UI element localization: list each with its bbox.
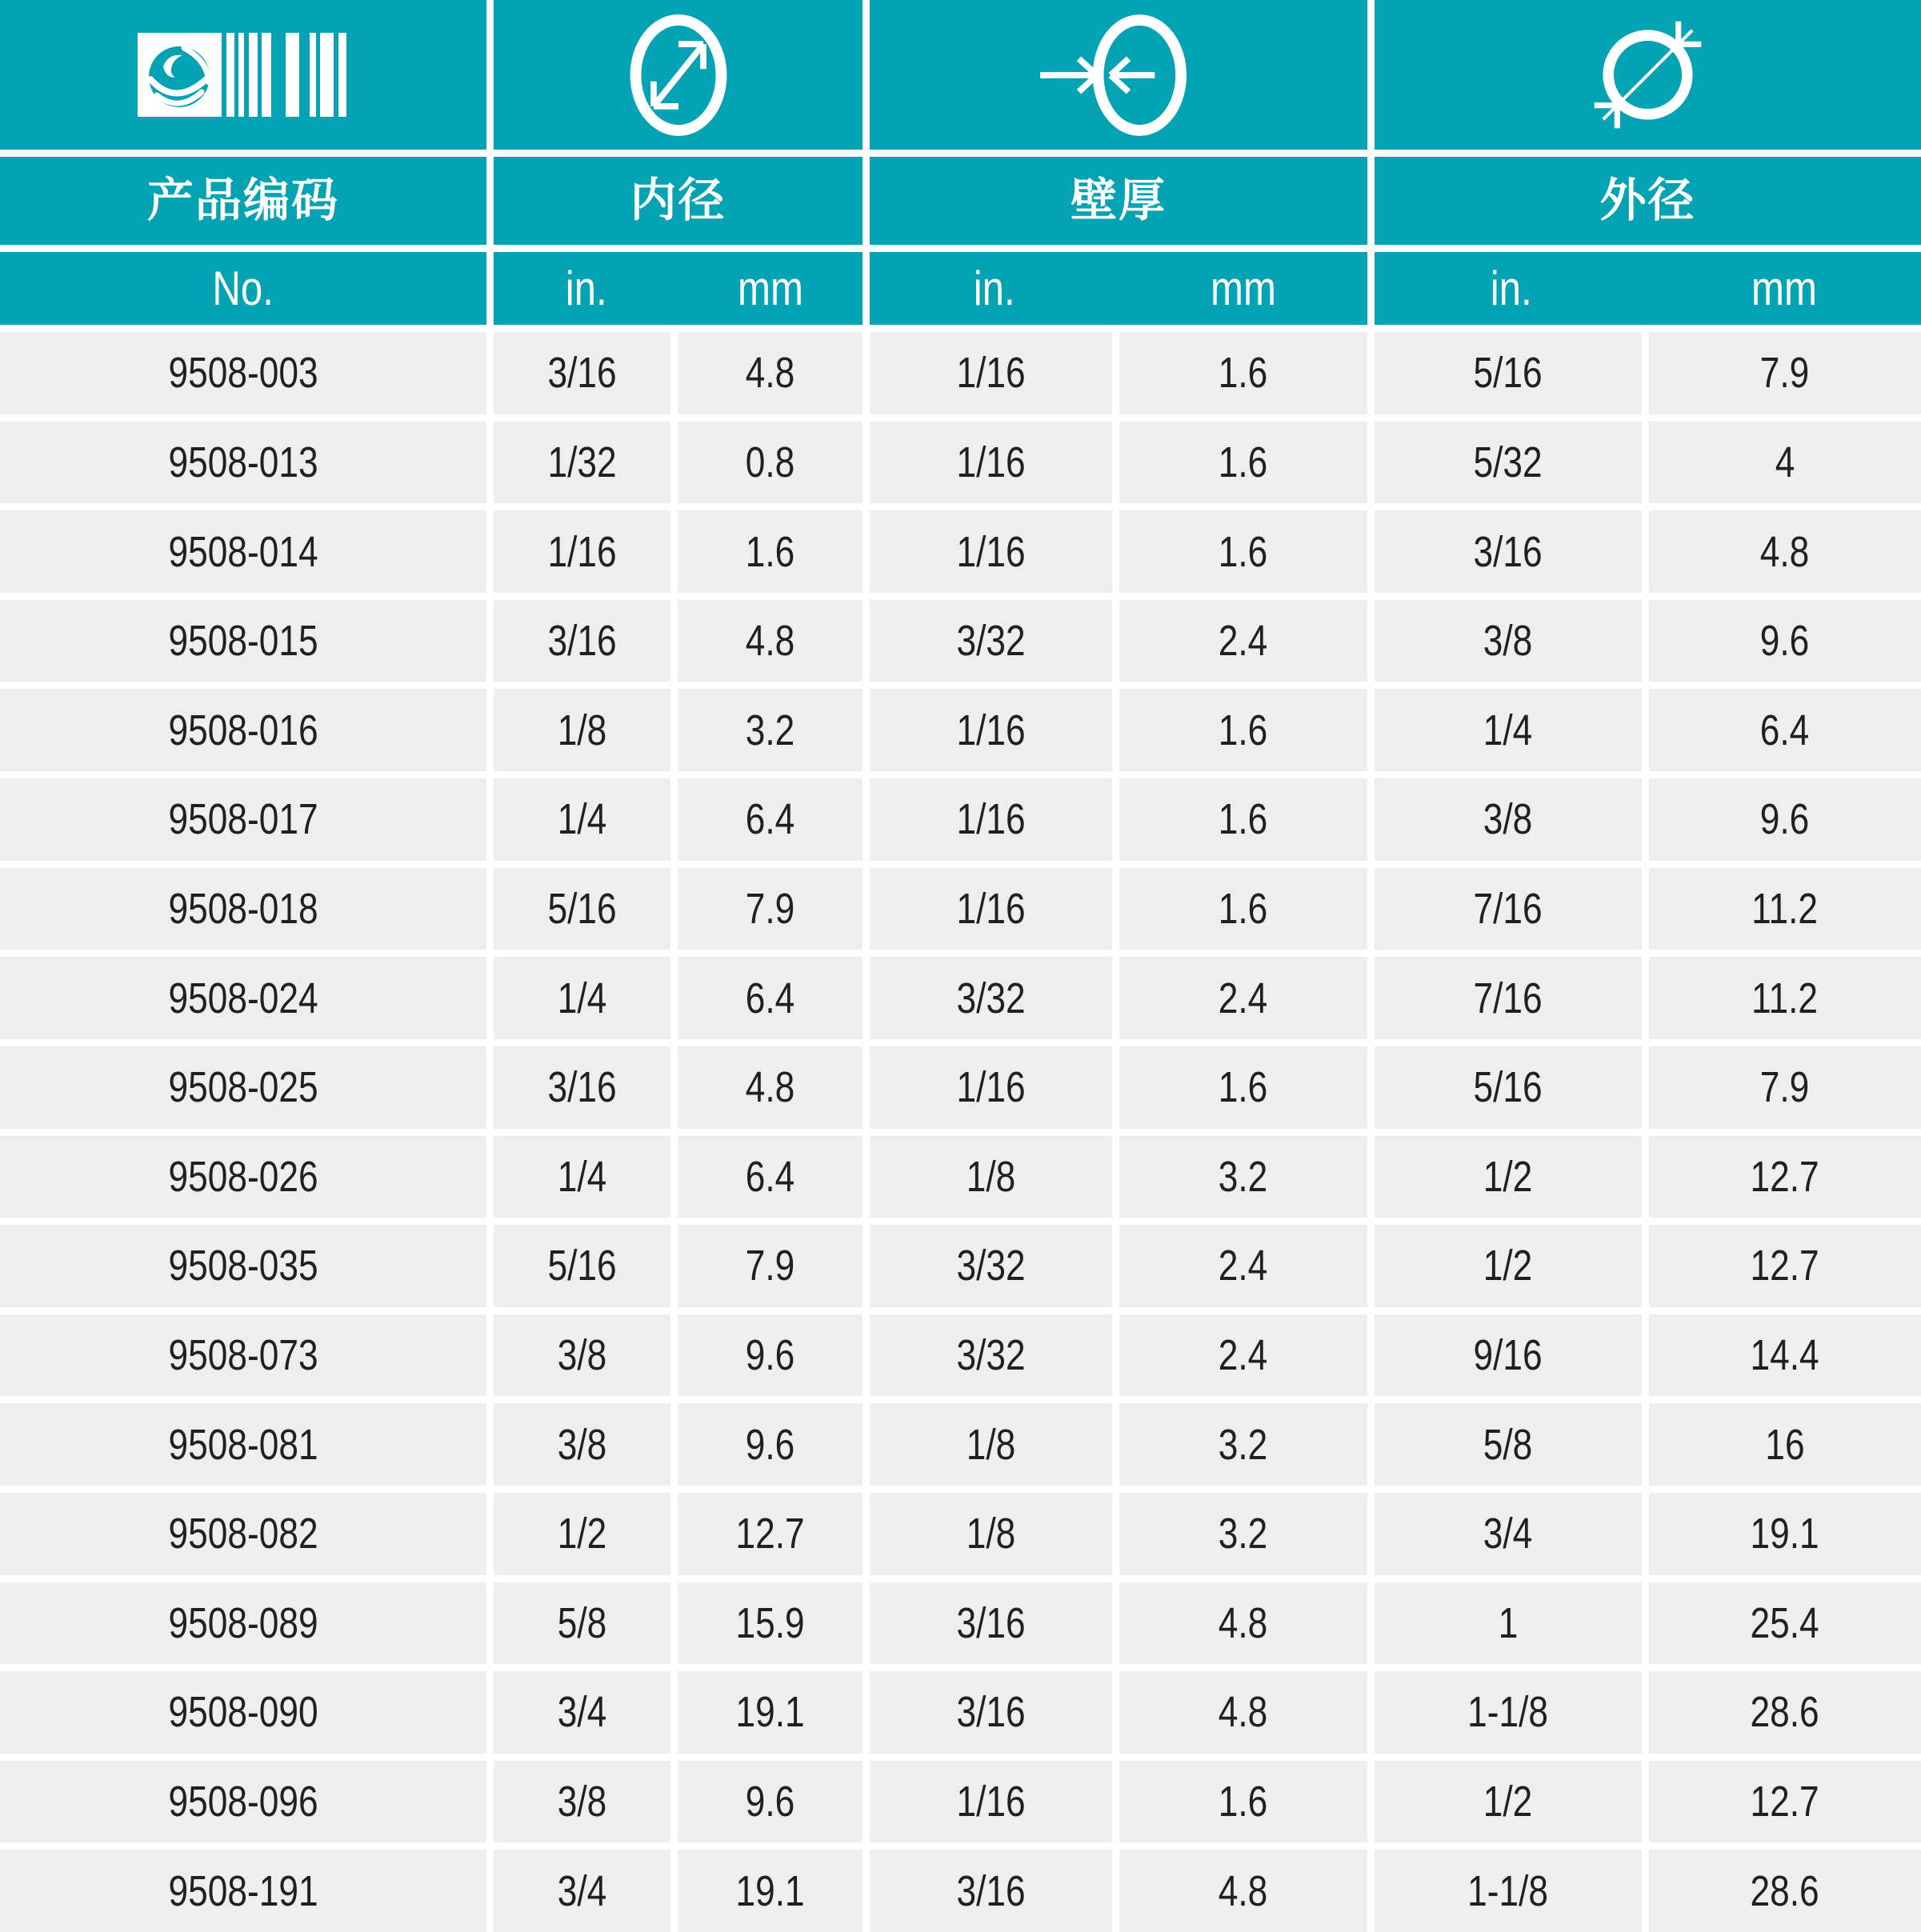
cell-text: 9.6	[1760, 617, 1810, 666]
cell-text: 12.7	[1750, 1242, 1820, 1290]
cell-text: 4.8	[745, 349, 795, 398]
cell-text: 1.6	[1219, 527, 1268, 576]
value-cell	[1119, 1582, 1367, 1665]
value-cell	[494, 1761, 670, 1843]
cell-text: 3/4	[557, 1688, 607, 1737]
cell-text: 12.7	[1750, 1778, 1820, 1826]
cell-text: 5/16	[1473, 349, 1543, 398]
value-cell	[1649, 510, 1921, 593]
product-code-cell	[0, 1761, 486, 1843]
cell-text: 6.4	[1760, 706, 1810, 754]
product-code-cell	[0, 1671, 486, 1754]
value-cell	[870, 1225, 1112, 1307]
outer-diameter-icon-cell	[1375, 0, 1921, 150]
cell-text: 3/4	[1483, 1510, 1533, 1558]
cell-text: 1	[1498, 1598, 1519, 1647]
value-cell	[1119, 1493, 1367, 1575]
value-cell	[1375, 1136, 1642, 1218]
product-code-cell	[0, 689, 486, 771]
wall-thickness-icon-cell	[870, 0, 1367, 150]
cell-text: 3/32	[956, 1242, 1026, 1290]
value-cell	[1375, 868, 1642, 950]
value-cell	[1375, 510, 1642, 593]
cell-text: 4.8	[745, 617, 795, 666]
value-cell	[494, 332, 670, 414]
value-cell	[494, 600, 670, 682]
wall-thickness-icon	[1036, 10, 1202, 141]
value-cell	[1649, 1046, 1921, 1129]
value-cell	[1649, 1314, 1921, 1397]
value-cell	[494, 957, 670, 1039]
value-cell	[870, 868, 1112, 950]
value-cell	[1119, 778, 1367, 861]
cell-text: 1.6	[1219, 884, 1268, 933]
value-cell	[870, 422, 1112, 504]
cell-text: 11.2	[1751, 974, 1819, 1022]
value-cell	[494, 868, 670, 950]
cell-text: 3/32	[956, 974, 1026, 1022]
outer-diameter-units	[1375, 252, 1921, 325]
cell-text: 3/8	[1483, 795, 1533, 844]
cell-text: 4.8	[1760, 527, 1810, 576]
value-cell	[678, 1761, 862, 1843]
cell-text: 3/16	[547, 617, 617, 666]
value-cell	[1649, 868, 1921, 950]
cell-text: 9508-081	[168, 1420, 318, 1469]
value-cell	[678, 957, 862, 1039]
cell-text: 4.8	[1219, 1598, 1268, 1647]
cell-text: 9.6	[745, 1331, 795, 1380]
cell-text: 9/16	[1473, 1331, 1543, 1380]
cell-text: 9508-015	[168, 617, 318, 666]
value-cell	[870, 778, 1112, 861]
value-cell	[678, 1314, 862, 1397]
value-cell	[494, 422, 670, 504]
value-cell	[494, 1671, 670, 1754]
cell-text: 3/16	[956, 1866, 1026, 1915]
value-cell	[1375, 1403, 1642, 1486]
cell-text: 9508-191	[168, 1866, 318, 1915]
cell-text: 1.6	[1219, 349, 1268, 398]
cell-text: 3.2	[1219, 1510, 1268, 1558]
unit-mm-label: mm	[737, 261, 803, 315]
value-cell	[1119, 868, 1367, 950]
cell-text: 3/8	[1483, 617, 1533, 666]
value-cell	[678, 422, 862, 504]
cell-text: 1/16	[956, 1778, 1026, 1826]
cell-text: 3/8	[557, 1778, 607, 1826]
cell-text: 9508-013	[168, 438, 318, 486]
value-cell	[678, 1582, 862, 1665]
outer-diameter-label: 外径	[1599, 174, 1696, 226]
value-cell	[1649, 689, 1921, 771]
inner-diameter-label: 内径	[630, 174, 726, 226]
value-cell	[870, 1314, 1112, 1397]
value-cell	[1375, 1671, 1642, 1754]
wall-thickness-units	[870, 252, 1367, 325]
unit-mm-label: mm	[1751, 261, 1818, 315]
value-cell	[870, 1046, 1112, 1129]
inner-diameter-header	[494, 157, 862, 245]
unit-mm-label: mm	[1210, 261, 1276, 315]
cell-text: 3.2	[745, 706, 795, 754]
cell-text: 9508-017	[168, 795, 318, 844]
product-code-cell	[0, 1493, 486, 1575]
value-cell	[1649, 957, 1921, 1039]
value-cell	[1119, 1403, 1367, 1486]
product-code-cell	[0, 1314, 486, 1397]
cell-text: 5/32	[1473, 438, 1543, 486]
value-cell	[494, 1046, 670, 1129]
cell-text: 1/16	[956, 349, 1026, 398]
cell-text: 1/4	[1483, 706, 1533, 754]
cell-text: 3.2	[1219, 1152, 1268, 1201]
cell-text: 3/8	[557, 1420, 607, 1469]
cell-text: 1.6	[1219, 706, 1268, 754]
wall-thickness-label: 壁厚	[1070, 174, 1167, 226]
value-cell	[1375, 689, 1642, 771]
value-cell	[1649, 1493, 1921, 1575]
cell-text: 11.2	[1751, 884, 1819, 933]
cell-text: 3/16	[547, 1063, 617, 1112]
cell-text: 12.7	[1750, 1152, 1820, 1201]
cell-text: 3/16	[547, 349, 617, 398]
cell-text: 1/16	[956, 884, 1026, 933]
cell-text: 5/16	[547, 1242, 617, 1290]
value-cell	[1119, 1850, 1367, 1932]
unit-in-label: in.	[565, 261, 607, 315]
cell-text: 3/32	[956, 617, 1026, 666]
value-cell	[870, 1582, 1112, 1665]
cell-text: 1/2	[1483, 1242, 1533, 1290]
value-cell	[1649, 1582, 1921, 1665]
cell-text: 9508-024	[168, 974, 318, 1022]
cell-text: 1.6	[745, 527, 795, 576]
cell-text: 2.4	[1219, 617, 1268, 666]
value-cell	[678, 510, 862, 593]
cell-text: 3/8	[557, 1331, 607, 1380]
cell-text: 5/16	[1473, 1063, 1543, 1112]
product-code-header	[0, 157, 486, 245]
value-cell	[1375, 1314, 1642, 1397]
cell-text: 12.7	[735, 1510, 805, 1558]
product-code-cell	[0, 1403, 486, 1486]
cell-text: 1/8	[966, 1420, 1016, 1469]
value-cell	[678, 1225, 862, 1307]
cell-text: 9508-026	[168, 1152, 318, 1201]
cell-text: 16	[1765, 1420, 1805, 1469]
value-cell	[1649, 1403, 1921, 1486]
value-cell	[678, 332, 862, 414]
cell-text: 28.6	[1750, 1866, 1820, 1915]
value-cell	[1375, 1493, 1642, 1575]
value-cell	[1119, 689, 1367, 771]
value-cell	[1649, 332, 1921, 414]
value-cell	[870, 1761, 1112, 1843]
cell-text: 7/16	[1473, 974, 1543, 1022]
value-cell	[678, 778, 862, 861]
value-cell	[678, 868, 862, 950]
value-cell	[1119, 422, 1367, 504]
cell-text: 7.9	[1760, 349, 1810, 398]
cell-text: 6.4	[745, 974, 795, 1022]
value-cell	[678, 1136, 862, 1218]
cell-text: 1/16	[956, 706, 1026, 754]
cell-text: 14.4	[1750, 1331, 1820, 1380]
product-code-cell	[0, 332, 486, 414]
value-cell	[870, 957, 1112, 1039]
value-cell	[1375, 332, 1642, 414]
cell-text: 9508-014	[168, 527, 318, 576]
value-cell	[1119, 1314, 1367, 1397]
logo-cell	[0, 0, 486, 150]
cell-text: 3/16	[956, 1598, 1026, 1647]
cell-text: 1/16	[547, 527, 617, 576]
value-cell	[678, 1671, 862, 1754]
value-cell	[494, 1403, 670, 1486]
inner-diameter-icon-cell	[494, 0, 862, 150]
cell-text: 6.4	[745, 795, 795, 844]
cell-text: 1/2	[557, 1510, 607, 1558]
value-cell	[494, 1493, 670, 1575]
cell-text: 1/4	[557, 974, 607, 1022]
value-cell	[678, 1403, 862, 1486]
inner-diameter-units	[494, 252, 862, 325]
value-cell	[678, 1850, 862, 1932]
swirl-globe-barcode-logo	[138, 33, 350, 118]
cell-text: 4.8	[1219, 1866, 1268, 1915]
cell-text: 28.6	[1750, 1688, 1820, 1737]
cell-text: 5/8	[1483, 1420, 1533, 1469]
outer-diameter-header	[1375, 157, 1921, 245]
value-cell	[1649, 422, 1921, 504]
product-code-cell	[0, 1850, 486, 1932]
value-cell	[494, 1850, 670, 1932]
value-cell	[1375, 1582, 1642, 1665]
cell-text: 9508-073	[168, 1331, 318, 1380]
cell-text: 7/16	[1473, 884, 1543, 933]
cell-text: 25.4	[1750, 1598, 1820, 1647]
product-code-cell	[0, 1225, 486, 1307]
value-cell	[1119, 510, 1367, 593]
cell-text: 0.8	[745, 438, 795, 486]
cell-text: 2.4	[1219, 974, 1268, 1022]
product-code-cell	[0, 957, 486, 1039]
value-cell	[1375, 600, 1642, 682]
cell-text: 1/8	[966, 1152, 1016, 1201]
unit-in-label: in.	[973, 261, 1015, 315]
cell-text: 1/16	[956, 527, 1026, 576]
cell-text: 7.9	[1760, 1063, 1810, 1112]
cell-text: 9.6	[745, 1778, 795, 1826]
cell-text: 9508-096	[168, 1778, 318, 1826]
cell-text: 3/16	[956, 1688, 1026, 1737]
cell-text: 1/4	[557, 1152, 607, 1201]
value-cell	[494, 689, 670, 771]
cell-text: 1.6	[1219, 1063, 1268, 1112]
cell-text: 2.4	[1219, 1242, 1268, 1290]
value-cell	[494, 510, 670, 593]
value-cell	[1119, 332, 1367, 414]
value-cell	[1119, 957, 1367, 1039]
value-cell	[1375, 422, 1642, 504]
cell-text: 2.4	[1219, 1331, 1268, 1380]
cell-text: 1.6	[1219, 1778, 1268, 1826]
cell-text: 9508-025	[168, 1063, 318, 1112]
value-cell	[1375, 1761, 1642, 1843]
cell-text: 1/4	[557, 795, 607, 844]
value-cell	[870, 689, 1112, 771]
cell-text: 1/8	[966, 1510, 1016, 1558]
no-label: No.	[212, 261, 274, 315]
cell-text: 7.9	[745, 884, 795, 933]
cell-text: 9508-003	[168, 349, 318, 398]
product-code-label: 产品编码	[146, 174, 339, 226]
value-cell	[1375, 1225, 1642, 1307]
cell-text: 1.6	[1219, 795, 1268, 844]
value-cell	[494, 1582, 670, 1665]
cell-text: 5/8	[557, 1598, 607, 1647]
product-code-cell	[0, 510, 486, 593]
cell-text: 1/16	[956, 1063, 1026, 1112]
value-cell	[1119, 1046, 1367, 1129]
value-cell	[1375, 778, 1642, 861]
cell-text: 1-1/8	[1467, 1866, 1549, 1915]
value-cell	[870, 1671, 1112, 1754]
value-cell	[1119, 1761, 1367, 1843]
product-code-cell	[0, 1046, 486, 1129]
value-cell	[1649, 1671, 1921, 1754]
cell-text: 3/32	[956, 1331, 1026, 1380]
value-cell	[678, 1493, 862, 1575]
value-cell	[1375, 1850, 1642, 1932]
value-cell	[870, 332, 1112, 414]
cell-text: 3.2	[1219, 1420, 1268, 1469]
value-cell	[1119, 1671, 1367, 1754]
cell-text: 1/16	[956, 438, 1026, 486]
inner-diameter-icon	[602, 10, 754, 141]
value-cell	[494, 1314, 670, 1397]
unit-in-label: in.	[1490, 261, 1532, 315]
value-cell	[870, 600, 1112, 682]
value-cell	[870, 1136, 1112, 1218]
value-cell	[678, 689, 862, 771]
cell-text: 1.6	[1219, 438, 1268, 486]
cell-text: 19.1	[1750, 1510, 1820, 1558]
value-cell	[1375, 1046, 1642, 1129]
cell-text: 9508-089	[168, 1598, 318, 1647]
cell-text: 4.8	[745, 1063, 795, 1112]
value-cell	[678, 1046, 862, 1129]
cell-text: 9508-082	[168, 1510, 318, 1558]
value-cell	[1649, 600, 1921, 682]
value-cell	[870, 1493, 1112, 1575]
value-cell	[1649, 1761, 1921, 1843]
cell-text: 9508-090	[168, 1688, 318, 1737]
value-cell	[870, 1850, 1112, 1932]
cell-text: 4	[1775, 438, 1795, 486]
value-cell	[494, 1136, 670, 1218]
cell-text: 4.8	[1219, 1688, 1268, 1737]
value-cell	[870, 1403, 1112, 1486]
value-cell	[678, 600, 862, 682]
value-cell	[1119, 1136, 1367, 1218]
no-subheader	[0, 252, 486, 325]
cell-text: 9508-018	[168, 884, 318, 933]
cell-text: 1/2	[1483, 1152, 1533, 1201]
cell-text: 3/16	[1473, 527, 1543, 576]
cell-text: 3/4	[557, 1866, 607, 1915]
product-code-cell	[0, 600, 486, 682]
cell-text: 1/32	[547, 438, 617, 486]
value-cell	[1375, 957, 1642, 1039]
product-code-cell	[0, 422, 486, 504]
value-cell	[1649, 1225, 1921, 1307]
value-cell	[1649, 1136, 1921, 1218]
cell-text: 5/16	[547, 884, 617, 933]
cell-text: 19.1	[735, 1688, 805, 1737]
outer-diameter-icon	[1578, 5, 1718, 145]
value-cell	[1649, 778, 1921, 861]
cell-text: 1-1/8	[1467, 1688, 1549, 1737]
value-cell	[1649, 1850, 1921, 1932]
cell-text: 15.9	[735, 1598, 805, 1647]
wall-thickness-header	[870, 157, 1367, 245]
value-cell	[494, 778, 670, 861]
cell-text: 9.6	[1760, 795, 1810, 844]
value-cell	[1119, 1225, 1367, 1307]
cell-text: 1/16	[956, 795, 1026, 844]
product-code-cell	[0, 1136, 486, 1218]
cell-text: 9.6	[745, 1420, 795, 1469]
cell-text: 6.4	[745, 1152, 795, 1201]
value-cell	[494, 1225, 670, 1307]
cell-text: 7.9	[745, 1242, 795, 1290]
product-code-cell	[0, 1582, 486, 1665]
cell-text: 19.1	[735, 1866, 805, 1915]
product-code-cell	[0, 868, 486, 950]
value-cell	[870, 510, 1112, 593]
product-code-cell	[0, 778, 486, 861]
value-cell	[1119, 600, 1367, 682]
cell-text: 1/8	[557, 706, 607, 754]
cell-text: 1/2	[1483, 1778, 1533, 1826]
cell-text: 9508-016	[168, 706, 318, 754]
cell-text: 9508-035	[168, 1242, 318, 1290]
